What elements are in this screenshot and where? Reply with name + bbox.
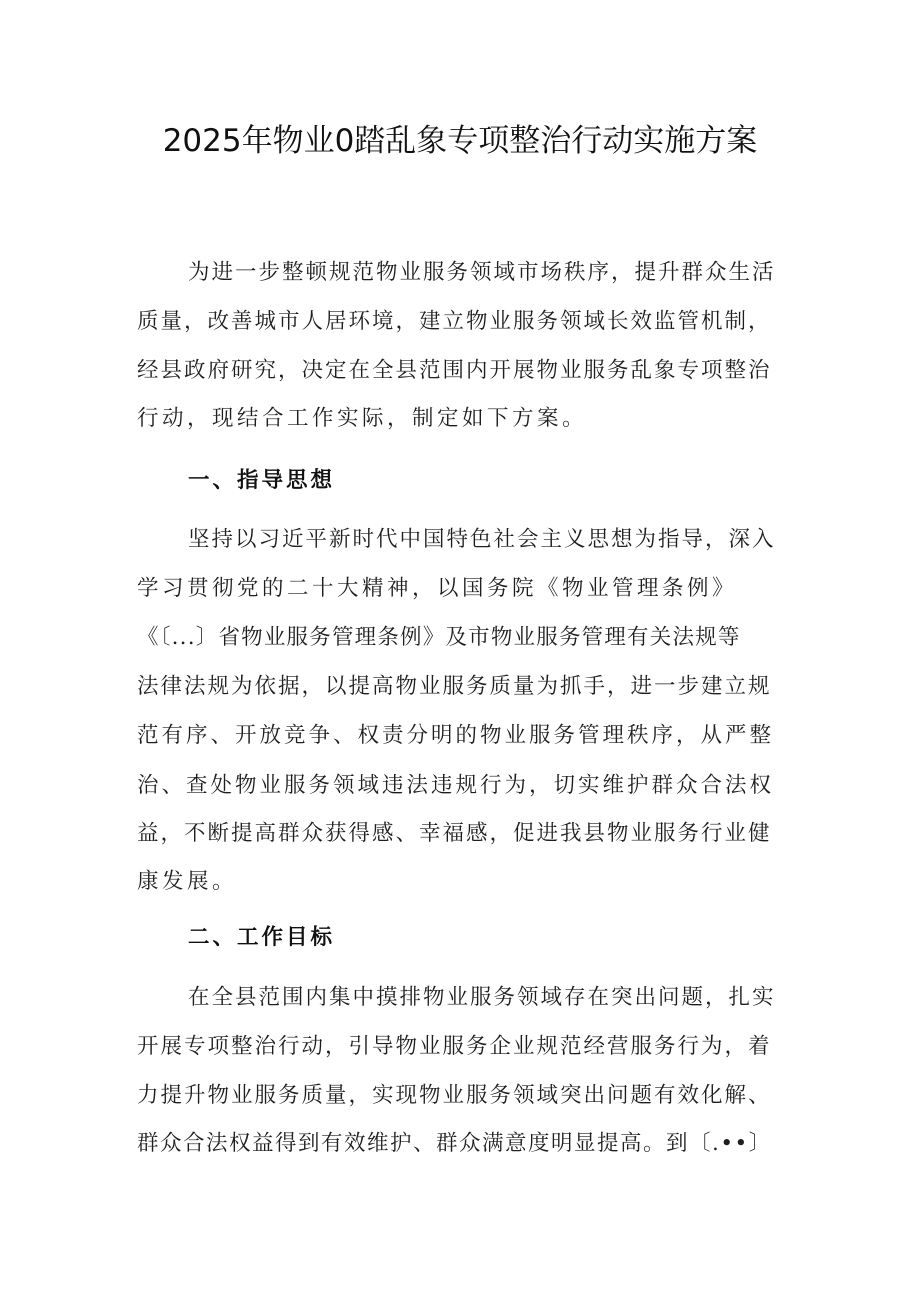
section1-line-6: 治、查处物业服务领域违法违规行为，切实维护群众合法权 xyxy=(137,773,775,798)
intro-line-4: 行动，现结合工作实际，制定如下方案。 xyxy=(137,406,588,431)
intro-line-2: 质量，改善城市人居环境，建立物业服务领域长效监管机制， xyxy=(137,309,772,334)
section1-line-8: 康发展。 xyxy=(137,869,238,894)
section1-line-7: 益，不断提高群众获得感、幸福感，促进我县物业服务行业健 xyxy=(137,821,772,846)
section2-line-2: 开展专项整治行动，引导物业服务企业规范经营服务行为，着 xyxy=(137,1034,772,1059)
intro-line-1: 为进一步整顿规范物业服务领域市场秩序，提升群众生活 xyxy=(188,260,776,285)
section2-line-4: 群众合法权益得到有效维护、群众满意度明显提高。到〔.••〕 xyxy=(137,1131,772,1156)
section1-line-3: 《〔...〕省物业服务管理条例》及市物业服务管理有关法规等 xyxy=(137,625,741,650)
section-heading-work-goals: 二、工作目标 xyxy=(188,925,336,950)
intro-line-3: 经县政府研究，决定在全县范围内开展物业服务乱象专项整治 xyxy=(137,358,772,383)
section1-line-5: 范有序、开放竞争、权责分明的物业服务管理秩序，从严整 xyxy=(137,723,775,748)
section2-line-3: 力提升物业服务质量，实现物业服务领域突出问题有效化解、 xyxy=(137,1083,772,1108)
section2-line-1: 在全县范围内集中摸排物业服务领域存在突出问题，扎实 xyxy=(188,985,776,1010)
document-title: 2025年物业0踏乱象专项整治行动实施方案 xyxy=(162,123,758,159)
section-heading-guiding-ideology: 一、指导思想 xyxy=(188,468,336,493)
section1-line-4: 法律法规为依据，以提高物业服务质量为抓手，进一步建立规 xyxy=(137,674,772,699)
section1-line-2: 学习贯彻党的二十大精神，以国务院《物业管理条例》 xyxy=(137,576,738,601)
section1-line-1: 坚持以习近平新时代中国特色社会主义思想为指导，深入 xyxy=(188,527,776,552)
